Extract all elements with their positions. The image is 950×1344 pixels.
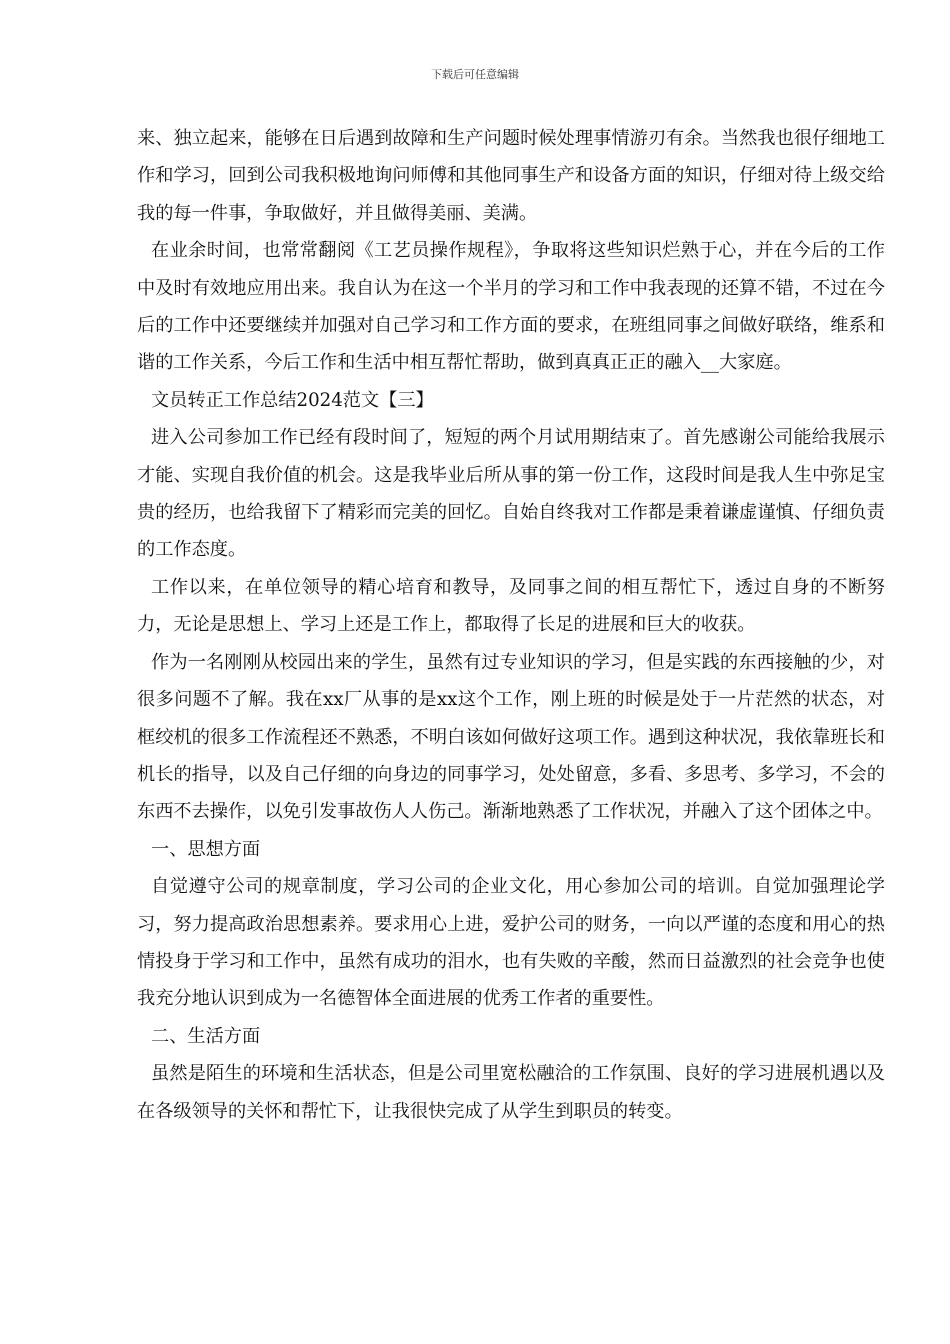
page-header: 下载后可任意编辑 [431, 68, 519, 81]
section-title: 文员转正工作总结2024范文【三】 [151, 389, 434, 411]
paragraph: 在业余时间，也常常翻阅《工艺员操作规程》，争取将这些知识烂熟于心，并在今后的工作中及时有效地应用出来。我自认为在这一个半月的学习和工作中我表现的还算不错，不过在今后的工作中还要继续并加强对自己学习和工作方面的要求，在班组同事之间做好联络，维系和谐的工作关系，今后工作和生活中相互帮忙帮助，做到真真正正的融入__大家庭。 [137, 240, 885, 374]
paragraph: 自觉遵守公司的规章制度，学习公司的企业文化，用心参加公司的培训。自觉加强理论学习，努力提高政治思想素养。要求用心上进，爱护公司的财务，一向以严谨的态度和用心的热情投身于学习和工作中，虽然有成功的泪水，也有失败的辛酸，然而日益激烈的社会竞争也使我充分地认识到成为一名德智体全面进展的优秀工作者的重要性。 [137, 876, 885, 1010]
section-heading-thought: 一、思想方面 [151, 838, 261, 860]
paragraph: 虽然是陌生的环境和生活状态，但是公司里宽松融洽的工作氛围、良好的学习进展机遇以及在各级领导的关怀和帮忙下，让我很快完成了从学生到职员的转变。 [137, 1063, 885, 1122]
paragraph: 工作以来，在单位领导的精心培育和教导，及同事之间的相互帮忙下，透过自身的不断努力，无论是思想上、学习上还是工作上，都取得了长足的进展和巨大的收获。 [137, 576, 885, 636]
paragraph: 进入公司参加工作已经有段时间了，短短的两个月试用期结束了。首先感谢公司能给我展示才能、实现自我价值的机会。这是我毕业后所从事的第一份工作，这段时间是我人生中弥足宝贵的经历，也给我留下了精彩而完美的回忆。自始自终我对工作都是秉着谦虚谨慎、仔细负责的工作态度。 [137, 427, 885, 561]
paragraph: 作为一名刚刚从校园出来的学生，虽然有过专业知识的学习，但是实践的东西接触的少，对很多问题不了解。我在xx厂从事的是xx这个工作，刚上班的时候是处于一片茫然的状态，对框绞机的很多工作流程还不熟悉，不明白该如何做好这项工作。遇到这种状况，我依靠班长和机长的指导，以及自己仔细的向身边的同事学习，处处留意，多看、多思考、多学习，不会的东西不去操作，以免引发事故伤人人伤己。渐渐地熟悉了工作状况，并融入了这个团体之中。 [137, 651, 885, 823]
paragraph: 来、独立起来，能够在日后遇到故障和生产问题时候处理事情游刃有余。当然我也很仔细地工作和学习，回到公司我积极地询问师傅和其他同事生产和设备方面的知识，仔细对待上级交给我的每一件事，争取做好，并且做得美丽、美满。 [137, 128, 885, 224]
document-body [137, 120, 885, 1130]
section-heading-life: 二、生活方面 [151, 1025, 261, 1047]
